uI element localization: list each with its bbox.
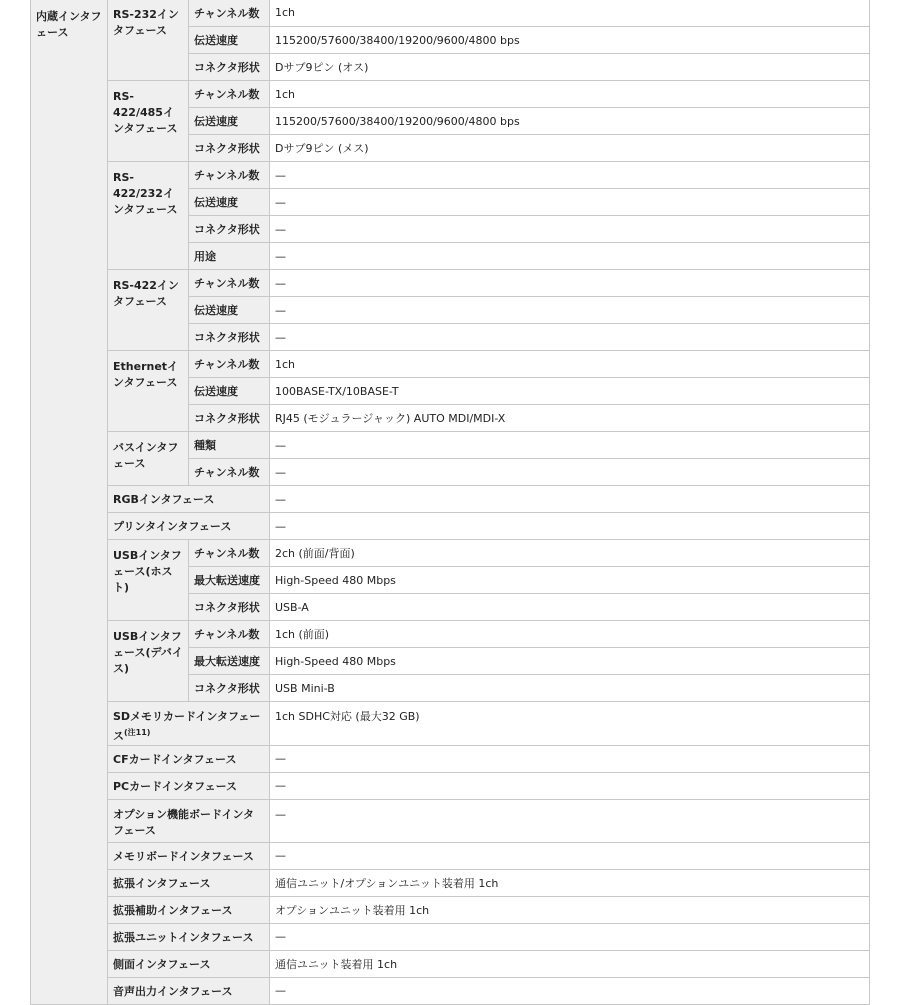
row-label: 伝送速度 <box>189 378 270 405</box>
row-value: — <box>270 162 870 189</box>
row-label: コネクタ形状 <box>189 324 270 351</box>
row-label: 最大転送速度 <box>189 648 270 675</box>
row-value: — <box>270 799 870 842</box>
row-label: 伝送速度 <box>189 189 270 216</box>
row-label: コネクタ形状 <box>189 135 270 162</box>
row-value: — <box>270 745 870 772</box>
row-value: Dサブ9ピン (メス) <box>270 135 870 162</box>
row-value: — <box>270 772 870 799</box>
row-label: コネクタ形状 <box>189 405 270 432</box>
table-row <box>31 702 870 746</box>
row-label: チャンネル数 <box>189 0 270 27</box>
row-label: オプション機能ボードインタフェース <box>108 799 270 842</box>
row-value: 100BASE-TX/10BASE-T <box>270 378 870 405</box>
group-name: RS-422インタフェース <box>108 270 189 351</box>
row-label: コネクタ形状 <box>189 594 270 621</box>
row-value: RJ45 (モジュラージャック) AUTO MDI/MDI-X <box>270 405 870 432</box>
group-name: RS-422/232インタフェース <box>108 162 189 270</box>
row-value: — <box>270 297 870 324</box>
table-row <box>31 486 870 513</box>
table-row <box>31 270 870 297</box>
row-value: 通信ユニット装着用 1ch <box>270 950 870 977</box>
table-row <box>31 950 870 977</box>
group-name: RS-232インタフェース <box>108 0 189 81</box>
row-label: プリンタインタフェース <box>108 513 270 540</box>
row-label: 用途 <box>189 243 270 270</box>
row-value: 1ch <box>270 351 870 378</box>
table-row <box>31 540 870 567</box>
row-value: 115200/57600/38400/19200/9600/4800 bps <box>270 27 870 54</box>
row-value: — <box>270 189 870 216</box>
table-row <box>31 432 870 459</box>
row-value: 115200/57600/38400/19200/9600/4800 bps <box>270 108 870 135</box>
row-label: 側面インタフェース <box>108 950 270 977</box>
row-value: — <box>270 324 870 351</box>
row-label: 伝送速度 <box>189 297 270 324</box>
table-row <box>31 513 870 540</box>
row-label: 拡張ユニットインタフェース <box>108 923 270 950</box>
table-row <box>31 977 870 1004</box>
row-value: — <box>270 977 870 1004</box>
row-label: チャンネル数 <box>189 540 270 567</box>
row-value: — <box>270 459 870 486</box>
row-value: 1ch (前面) <box>270 621 870 648</box>
table-row <box>31 745 870 772</box>
row-label <box>108 702 270 746</box>
row-value: — <box>270 432 870 459</box>
row-label: PCカードインタフェース <box>108 772 270 799</box>
section-label: 内蔵インタフェース <box>31 0 108 1004</box>
row-label-text: SDメモリカードインタフェース <box>113 710 261 743</box>
row-value: — <box>270 270 870 297</box>
row-label: CFカードインタフェース <box>108 745 270 772</box>
row-value: — <box>270 216 870 243</box>
table-row <box>31 81 870 108</box>
group-name: Ethernetインタフェース <box>108 351 189 432</box>
row-label: コネクタ形状 <box>189 216 270 243</box>
row-label: メモリボードインタフェース <box>108 842 270 869</box>
row-label: 伝送速度 <box>189 108 270 135</box>
group-name: RS-422/485インタフェース <box>108 81 189 162</box>
row-value: 1ch <box>270 81 870 108</box>
table-row <box>31 896 870 923</box>
row-value: 通信ユニット/オプションユニット装着用 1ch <box>270 869 870 896</box>
row-value: 2ch (前面/背面) <box>270 540 870 567</box>
table-row <box>31 621 870 648</box>
row-value: 1ch SDHC対応 (最大32 GB) <box>270 702 870 746</box>
table-row <box>31 0 870 27</box>
table-row <box>31 799 870 842</box>
row-value: 1ch <box>270 0 870 27</box>
row-label: チャンネル数 <box>189 81 270 108</box>
row-label: コネクタ形状 <box>189 675 270 702</box>
row-value: High-Speed 480 Mbps <box>270 567 870 594</box>
table-row <box>31 923 870 950</box>
row-label: チャンネル数 <box>189 162 270 189</box>
group-name: USBインタフェース(ホスト) <box>108 540 189 621</box>
interface-spec-table <box>30 0 870 1005</box>
row-label: 種類 <box>189 432 270 459</box>
row-label: 伝送速度 <box>189 27 270 54</box>
row-value: — <box>270 923 870 950</box>
row-label: チャンネル数 <box>189 459 270 486</box>
table-row <box>31 351 870 378</box>
row-value: — <box>270 842 870 869</box>
row-label: 最大転送速度 <box>189 567 270 594</box>
row-label: 拡張インタフェース <box>108 869 270 896</box>
table-row <box>31 869 870 896</box>
row-value: — <box>270 513 870 540</box>
footnote-ref: (注11) <box>124 728 151 737</box>
table-row <box>31 842 870 869</box>
row-value: USB-A <box>270 594 870 621</box>
row-value: High-Speed 480 Mbps <box>270 648 870 675</box>
row-label: チャンネル数 <box>189 351 270 378</box>
group-name: USBインタフェース(デバイス) <box>108 621 189 702</box>
row-label: 拡張補助インタフェース <box>108 896 270 923</box>
row-value: オプションユニット装着用 1ch <box>270 896 870 923</box>
row-label: チャンネル数 <box>189 621 270 648</box>
row-value: Dサブ9ピン (オス) <box>270 54 870 81</box>
row-label: チャンネル数 <box>189 270 270 297</box>
row-label: RGBインタフェース <box>108 486 270 513</box>
row-label: コネクタ形状 <box>189 54 270 81</box>
row-value: — <box>270 243 870 270</box>
row-label: 音声出力インタフェース <box>108 977 270 1004</box>
table-row <box>31 162 870 189</box>
group-name: バスインタフェース <box>108 432 189 486</box>
table-row <box>31 772 870 799</box>
row-value: USB Mini-B <box>270 675 870 702</box>
row-value: — <box>270 486 870 513</box>
